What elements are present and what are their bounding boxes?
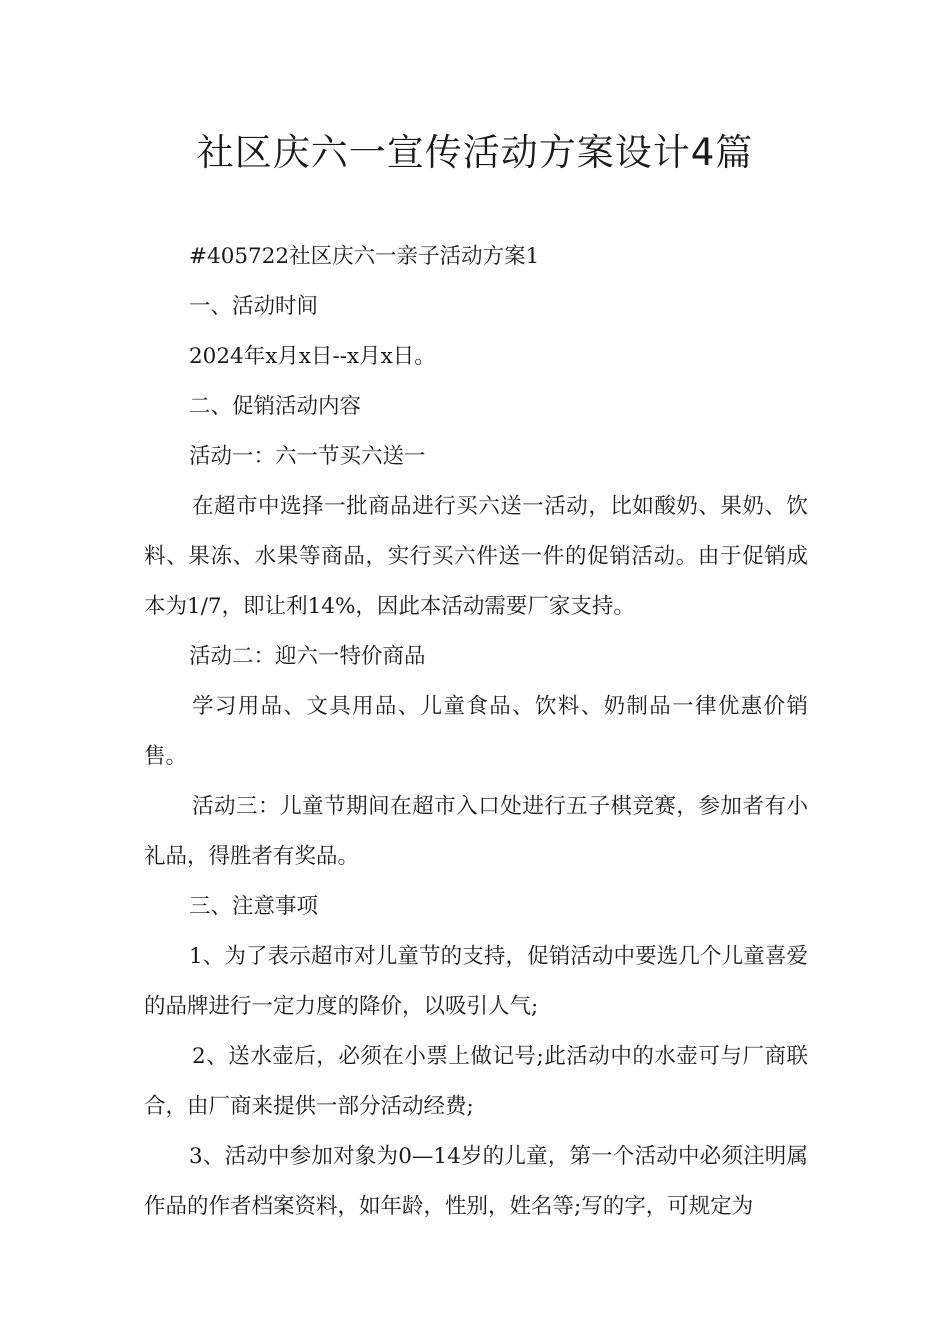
body-paragraph: 活动三：儿童节期间在超市入口处进行五子棋竞赛，参加者有小礼品，得胜者有奖品。 bbox=[144, 794, 808, 869]
body-paragraph: 学习用品、文具用品、儿童食品、饮料、奶制品一律优惠价销售。 bbox=[144, 694, 808, 769]
activity-heading: 活动一：六一节买六送一 bbox=[189, 444, 426, 469]
document-title: 社区庆六一宣传活动方案设计4篇 bbox=[196, 131, 754, 174]
body-paragraph: 2、送水壶后，必须在小票上做记号;此活动中的水壶可与厂商联合，由厂商来提供一部分活动经费; bbox=[144, 1044, 808, 1119]
document-body bbox=[144, 232, 808, 1232]
body-paragraph: 2024年x月x日--x月x日。 bbox=[189, 344, 436, 369]
body-paragraph: 在超市中选择一批商品进行买六送一活动，比如酸奶、果奶、饮料、果冻、水果等商品，实行买六件送一件的促销活动。由于促销成本为1/7，即让利14%，因此本活动需要厂家支持。 bbox=[144, 494, 808, 619]
body-paragraph: 3、活动中参加对象为0—14岁的儿童，第一个活动中必须注明属作品的作者档案资料，如年龄，性别，姓名等;写的字，可规定为 bbox=[144, 1144, 808, 1219]
subsection-heading: 一、活动时间 bbox=[189, 294, 319, 319]
subsection-heading: 三、注意事项 bbox=[189, 894, 319, 919]
body-paragraph: 1、为了表示超市对儿童节的支持，促销活动中要选几个儿童喜爱的品牌进行一定力度的降价，以吸引人气; bbox=[144, 944, 808, 1019]
section-heading: #405722社区庆六一亲子活动方案1 bbox=[189, 244, 540, 269]
subsection-heading: 二、促销活动内容 bbox=[189, 394, 362, 419]
activity-heading: 活动二：迎六一特价商品 bbox=[189, 644, 426, 669]
